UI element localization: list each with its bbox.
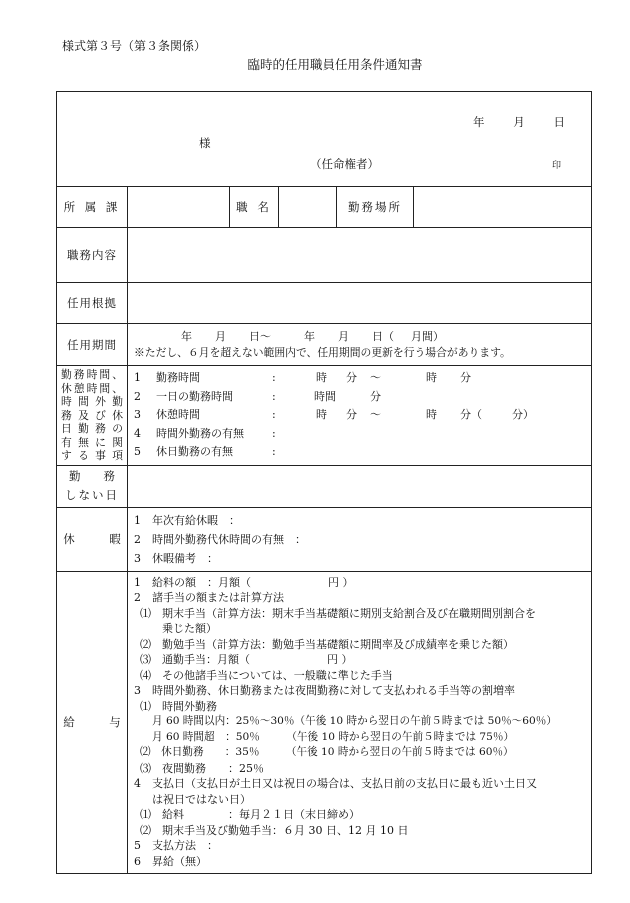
conditions-table (56, 91, 592, 874)
salary-line: ⑴ 期末手当（計算方法：期末手当基礎額に期別支給割合及び在職期間別割合を (140, 606, 536, 620)
appointer-label: （任命権者） (310, 157, 379, 171)
addressee-honorific: 様 (199, 136, 211, 150)
work-item-2: 2 一日の勤務時間 : 時間 分 (134, 389, 381, 403)
salary-line: 乗じた額） (162, 622, 217, 635)
leave-item-1: 1 年次有給休暇 ： (134, 513, 240, 527)
dept-label: 所 属 課 (57, 187, 128, 228)
salary-label: 給 与 (57, 571, 128, 874)
nonwork-field[interactable] (128, 465, 592, 507)
period-note: ※ただし、６月を超えない範囲内で、任用期間の更新を行う場合があります。 (134, 345, 511, 359)
work-item-5: 5 休日勤務の有無 : (134, 445, 276, 458)
work-item-3: 3 休憩時間 : 時 分 ～ 時 分（ 分） (134, 408, 534, 421)
basis-field[interactable] (128, 283, 592, 324)
salary-line: ⑶ 夜間勤務 ：25％ (140, 761, 264, 775)
period-field[interactable] (128, 324, 592, 366)
nonwork-label: 勤 務 しない日 (57, 465, 128, 507)
duties-label: 職務内容 (57, 228, 128, 283)
salary-line: ⑵ 休日勤務 ：35％ （午後 10 時から翌日の午前５時までは 60％） (140, 746, 514, 758)
salary-line: ⑵ 期末手当及び勤勉手当：６月 30 日、12 月 10 日 (140, 823, 409, 837)
work-field[interactable] (128, 366, 592, 466)
salary-line: ⑷ その他諸手当については、一般職に準じた手当 (140, 668, 393, 682)
seal-mark: 印 (552, 161, 562, 171)
salary-line: 5 支払方法 ： (134, 839, 218, 852)
leave-item-3: 3 休暇備考 ： (134, 551, 218, 565)
work-label: 勤務時間、 休憩時間、 時 間 外 勤 務 及 び 休 日 勤 務 の 有 無 に 関 す る 事 項 (57, 366, 128, 466)
post-label: 職 名 (230, 187, 279, 228)
salary-line: 2 諸手当の額または計算方法 (134, 591, 284, 604)
salary-field[interactable] (128, 571, 592, 874)
salary-line: 月 60 時間超 ：50％ （午後 10 時から翌日の午前５時までは 75％） (152, 730, 515, 743)
period-label: 任用期間 (57, 324, 128, 366)
salary-line: ⑵ 勤勉手当（計算方法：勤勉手当基礎額に期間率及び成績率を乗じた額） (140, 637, 514, 651)
leave-label: 休 暇 (57, 507, 128, 571)
header-cell (57, 92, 592, 187)
work-item-1: 1 勤務時間 : 時 分 ～ 時 分 (134, 371, 471, 384)
salary-line: 1 給料の額 ：月額（ 円 ） (134, 575, 354, 589)
form-number: 様式第３号（第３条関係） (62, 39, 207, 53)
period-dates: 年 月 日～ 年 月 日（ 月間） (181, 329, 444, 343)
basis-label: 任用根拠 (57, 283, 128, 324)
leave-field[interactable] (128, 507, 592, 571)
dept-field[interactable] (128, 187, 230, 228)
duties-field[interactable] (128, 228, 592, 283)
post-field[interactable] (279, 187, 337, 228)
work-item-4: 4 時間外勤務の有無 : (134, 426, 276, 440)
workplace-field[interactable] (414, 187, 592, 228)
salary-line: は祝日ではない日） (152, 792, 251, 806)
salary-line: ⑴ 給料 ：毎月２１日（末日締め） (140, 808, 360, 821)
salary-line: ⑴ 時間外勤務 (140, 699, 217, 713)
document-title: 臨時的任用職員任用条件通知書 (247, 57, 423, 72)
issue-date[interactable]: 年 月 日 (473, 115, 565, 129)
leave-item-2: 2 時間外勤務代休時間の有無 ： (134, 532, 306, 546)
salary-line: 3 時間外勤務、休日勤務または夜間勤務に対して支払われる手当等の割増率 (134, 684, 515, 697)
salary-line: ⑶ 通勤手当：月額（ 円 ） (140, 653, 353, 666)
workplace-label: 勤務場所 (337, 187, 414, 228)
salary-line: 月 60 時間以内：25％～30％（午後 10 時から翌日の午前５時までは 50％～60％） (152, 715, 557, 727)
salary-line: 6 昇給（無） (134, 854, 207, 868)
salary-line: 4 支払日（支払日が土日又は祝日の場合は、支払日前の支払日に最も近い土日又 (134, 777, 537, 790)
